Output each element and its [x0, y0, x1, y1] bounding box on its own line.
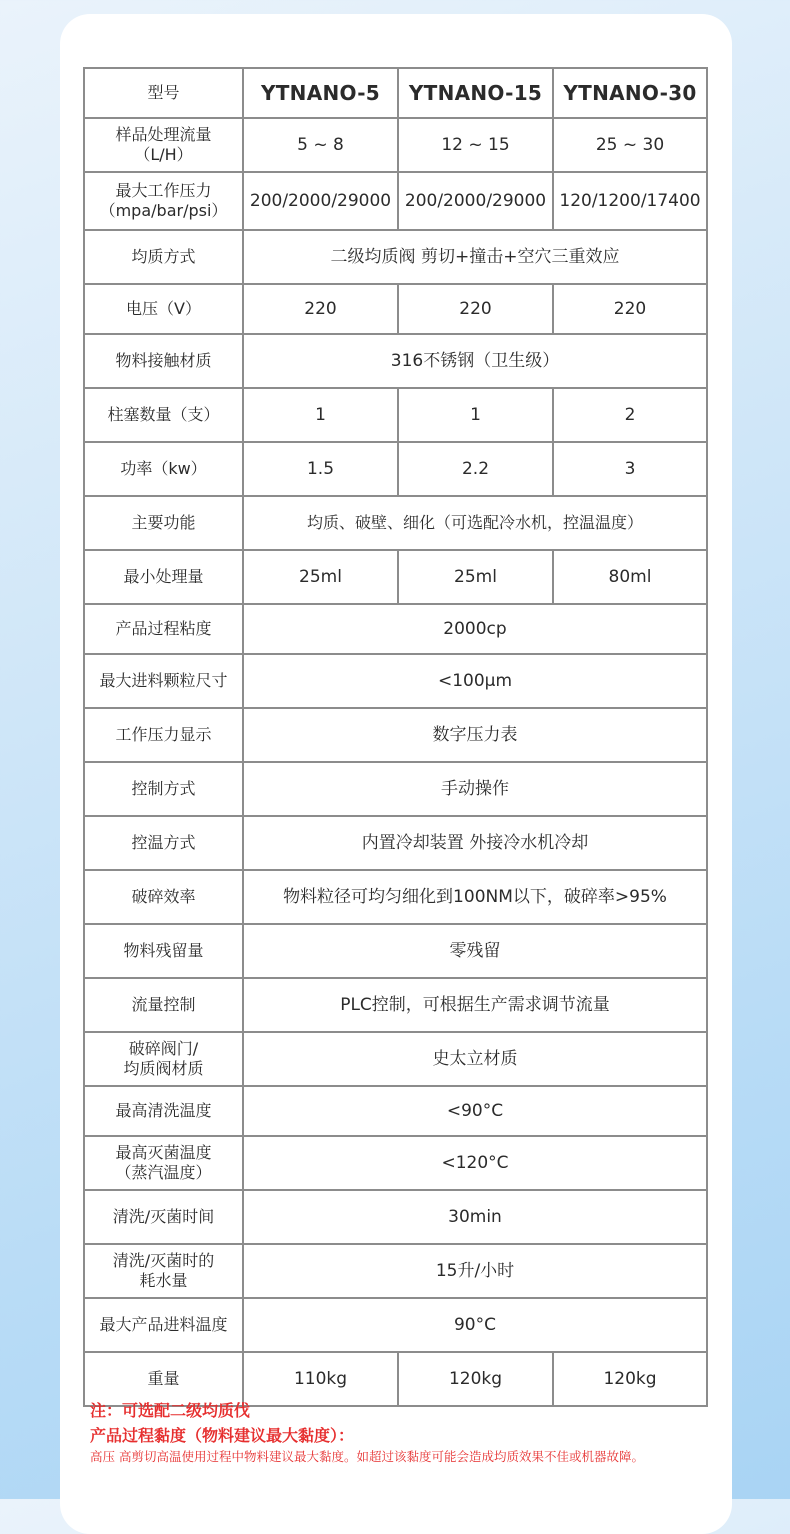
row-label: 均质方式	[84, 230, 243, 284]
cell-value: 110kg	[243, 1352, 398, 1406]
model-name: YTNANO-5	[243, 68, 398, 118]
table-row	[84, 816, 707, 870]
cell-value: 25ml	[243, 550, 398, 604]
spec-table	[83, 67, 708, 1407]
row-label: 最高灭菌温度 （蒸汽温度）	[84, 1136, 243, 1190]
row-label: 功率（kw）	[84, 442, 243, 496]
table-row	[84, 762, 707, 816]
table-row	[84, 334, 707, 388]
cell-value: 220	[243, 284, 398, 334]
cell-value: 220	[398, 284, 553, 334]
row-label: 工作压力显示	[84, 708, 243, 762]
table-row	[84, 604, 707, 654]
table-row	[84, 172, 707, 230]
table-row	[84, 1136, 707, 1190]
table-row	[84, 1244, 707, 1298]
note-optional: 注：可选配二级均质伐	[90, 1401, 251, 1420]
cell-value: 120kg	[398, 1352, 553, 1406]
cell-value: PLC控制，可根据生产需求调节流量	[243, 978, 707, 1032]
table-row	[84, 1298, 707, 1352]
row-label: 最大工作压力 （mpa/bar/psi）	[84, 172, 243, 230]
row-label: 物料残留量	[84, 924, 243, 978]
cell-value: 120kg	[553, 1352, 707, 1406]
row-label: 破碎效率	[84, 870, 243, 924]
notes-section	[90, 1400, 710, 1465]
cell-value: 316不锈钢（卫生级）	[243, 334, 707, 388]
cell-value: <120°C	[243, 1136, 707, 1190]
cell-value: <90°C	[243, 1086, 707, 1136]
cell-value: 零残留	[243, 924, 707, 978]
row-label: 产品过程粘度	[84, 604, 243, 654]
cell-value: 2	[553, 388, 707, 442]
row-label: 流量控制	[84, 978, 243, 1032]
table-row	[84, 870, 707, 924]
row-label: 最高清洗温度	[84, 1086, 243, 1136]
row-label: 控温方式	[84, 816, 243, 870]
row-label: 重量	[84, 1352, 243, 1406]
table-row	[84, 388, 707, 442]
cell-value: 220	[553, 284, 707, 334]
note-viscosity-title: 产品过程黏度（物料建议最大黏度）：	[90, 1426, 355, 1445]
cell-value: 80ml	[553, 550, 707, 604]
table-row	[84, 654, 707, 708]
cell-value: 200/2000/29000	[243, 172, 398, 230]
row-label: 最大产品进料温度	[84, 1298, 243, 1352]
table-row	[84, 1190, 707, 1244]
table-row	[84, 1086, 707, 1136]
cell-value: 2000cp	[243, 604, 707, 654]
row-label: 破碎阀门/ 均质阀材质	[84, 1032, 243, 1086]
table-row	[84, 1032, 707, 1086]
cell-value: 120/1200/17400	[553, 172, 707, 230]
cell-value: 内置冷却装置 外接冷水机冷却	[243, 816, 707, 870]
cell-value: 二级均质阀 剪切+撞击+空穴三重效应	[243, 230, 707, 284]
table-row	[84, 230, 707, 284]
cell-value: 30min	[243, 1190, 707, 1244]
cell-value: 90°C	[243, 1298, 707, 1352]
table-row	[84, 708, 707, 762]
row-label: 最大进料颗粒尺寸	[84, 654, 243, 708]
table-row	[84, 118, 707, 172]
note-viscosity-detail: 高压 高剪切高温使用过程中物料建议最大黏度。如超过该黏度可能会造成均质效果不佳或机器故障。	[90, 1449, 644, 1464]
row-label: 柱塞数量（支）	[84, 388, 243, 442]
table-row	[84, 442, 707, 496]
model-name: YTNANO-15	[398, 68, 553, 118]
row-label: 最小处理量	[84, 550, 243, 604]
table-row	[84, 924, 707, 978]
row-label: 样品处理流量 （L/H）	[84, 118, 243, 172]
row-label: 控制方式	[84, 762, 243, 816]
cell-value: 均质、破壁、细化（可选配冷水机，控温温度）	[243, 496, 707, 550]
cell-value: 数字压力表	[243, 708, 707, 762]
cell-value: 1.5	[243, 442, 398, 496]
model-label: 型号	[84, 68, 243, 118]
table-row	[84, 496, 707, 550]
table-row	[84, 978, 707, 1032]
cell-value: 25 ~ 30	[553, 118, 707, 172]
cell-value: 3	[553, 442, 707, 496]
cell-value: 5 ~ 8	[243, 118, 398, 172]
table-header-row	[84, 68, 707, 118]
cell-value: 史太立材质	[243, 1032, 707, 1086]
cell-value: 15升/小时	[243, 1244, 707, 1298]
cell-value: 1	[398, 388, 553, 442]
table-row	[84, 1352, 707, 1406]
row-label: 电压（V）	[84, 284, 243, 334]
row-label: 物料接触材质	[84, 334, 243, 388]
cell-value: 2.2	[398, 442, 553, 496]
table-row	[84, 284, 707, 334]
cell-value: <100μm	[243, 654, 707, 708]
cell-value: 200/2000/29000	[398, 172, 553, 230]
model-name: YTNANO-30	[553, 68, 707, 118]
row-label: 清洗/灭菌时的 耗水量	[84, 1244, 243, 1298]
row-label: 清洗/灭菌时间	[84, 1190, 243, 1244]
cell-value: 12 ~ 15	[398, 118, 553, 172]
cell-value: 物料粒径可均匀细化到100NM以下，破碎率>95%	[243, 870, 707, 924]
cell-value: 手动操作	[243, 762, 707, 816]
cell-value: 1	[243, 388, 398, 442]
table-row	[84, 550, 707, 604]
cell-value: 25ml	[398, 550, 553, 604]
row-label: 主要功能	[84, 496, 243, 550]
